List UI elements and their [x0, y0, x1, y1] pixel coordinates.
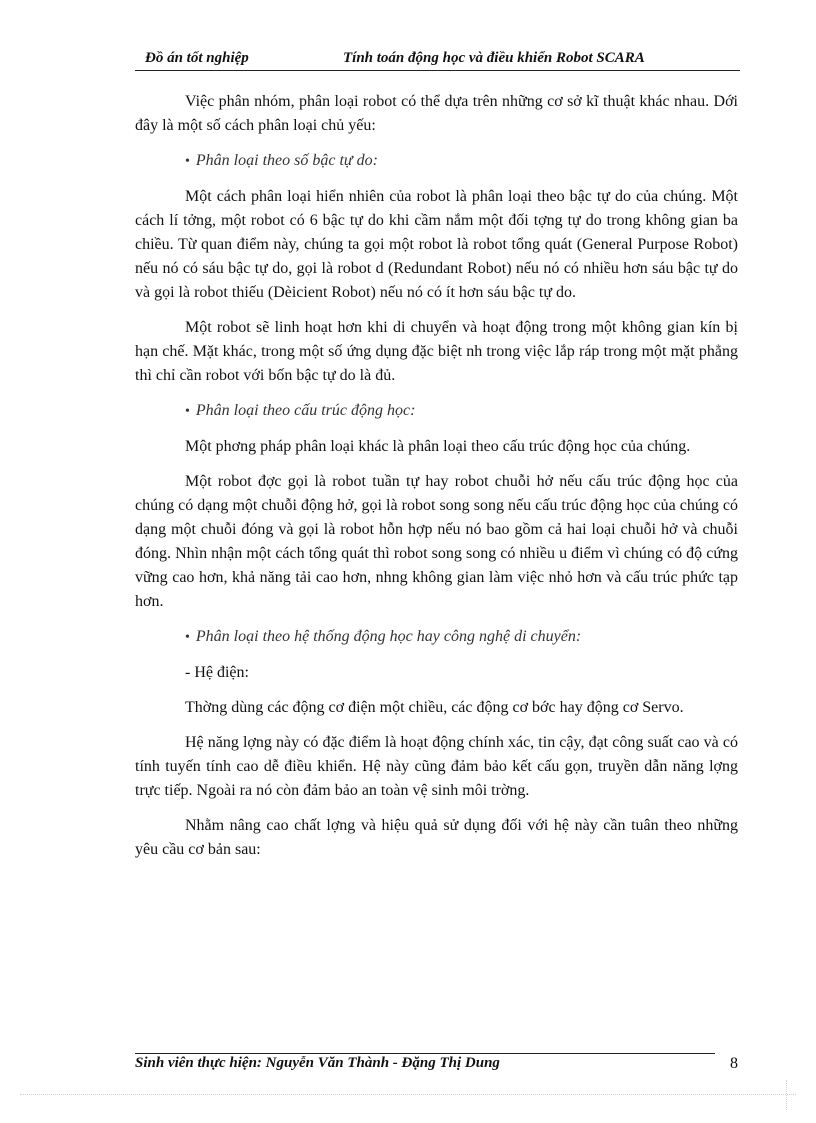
paragraph-serial-parallel: Một robot đợc gọi là robot tuần tự hay robot chuỗi hở nếu cấu trúc động học của chúng có dạng một chuỗi động hở, gọi là robot song song nếu cấu trúc động học của chúng có dạng một chuỗi đóng và gọi là robot hỗn hợp nếu nó bao gồm cả hai loại chuỗi hở và chuỗi đóng. Nhìn nhận một cách tổng quát thì robot song song có nhiều u điểm vì chúng có độ cứng vững cao hơn, khả năng tải cao hơn, nhng không gian làm việc nhỏ hơn và cấu trúc phức tạp hơn. — [135, 473, 738, 610]
bullet-heading-kinematics — [185, 399, 738, 424]
bullet-heading-text: Phân loại theo cấu trúc động học: — [195, 402, 416, 419]
page-border-right — [786, 1080, 787, 1110]
page-border-bottom — [20, 1094, 796, 1095]
paragraph-requirements: Nhằm nâng cao chất lợng và hiệu quả sử dụng đối với hệ này cần tuân theo những yêu cầu cơ bản sau: — [135, 817, 738, 858]
bullet-heading-drive — [185, 625, 738, 650]
footer-divider — [135, 1053, 715, 1054]
paragraph-motors: Thờng dùng các động cơ điện một chiều, các động cơ bớc hay động cơ Servo. — [185, 699, 684, 716]
header-thesis-label: Đồ án tốt nghiệp — [145, 50, 249, 66]
bullet-heading-dof — [185, 149, 738, 174]
paragraph-intro: Việc phân nhóm, phân loại robot có thể dựa trên những cơ sở kĩ thuật khác nhau. Dới đây là một số cách phân loại chủ yếu: — [135, 93, 738, 134]
list-item-electric: - Hệ điện: — [185, 664, 249, 681]
page-footer — [135, 1055, 740, 1077]
paragraph-kinematics-intro: Một phơng pháp phân loại khác là phân loại theo cấu trúc động học của chúng. — [185, 438, 691, 455]
bullet-heading-text: Phân loại theo số bậc tự do: — [195, 152, 378, 169]
bullet-heading-text: Phân loại theo hệ thống động học hay công nghệ di chuyển: — [195, 628, 582, 645]
bullet-icon: • — [185, 404, 190, 419]
bullet-icon: • — [185, 154, 190, 169]
header-thesis-title: Tính toán động học và điều khiển Robot SCARA — [343, 50, 645, 66]
page-number: 8 — [730, 1055, 738, 1072]
page-header — [135, 48, 740, 71]
footer-students: Sinh viên thực hiện: Nguyễn Văn Thành - Đặng Thị Dung — [135, 1055, 500, 1071]
paragraph-electric-features: Hệ năng lợng này có đặc điểm là hoạt động chính xác, tin cậy, đạt công suất cao và có tính tuyến tính cao dễ điều khiển. Hệ này cũng đảm bảo kết cấu gọn, truyền dẫn năng lợng trực tiếp. Ngoài ra nó còn đảm bảo an toàn vệ sinh môi trờng. — [135, 734, 738, 799]
bullet-icon: • — [185, 630, 190, 645]
document-body — [135, 90, 738, 873]
paragraph-dof: Một cách phân loại hiển nhiên của robot là phân loại theo bậc tự do của chúng. Một cách lí tởng, một robot có 6 bậc tự do khi cầm nắm một đối tợng tự do trong không gian ba chiều. Từ quan điểm này, chúng ta gọi một robot là robot tổng quát (General Purpose Robot) nếu nó có sáu bậc tự do, gọi là robot d (Redundant Robot) nếu nó có nhiều hơn sáu bậc tự do và gọi là robot thiếu (Dèicient Robot) nếu nó có ít hơn sáu bậc tự do. — [135, 188, 738, 301]
paragraph-flexibility: Một robot sẽ linh hoạt hơn khi di chuyển và hoạt động trong một không gian kín bị hạn chế. Mặt khác, trong một số ứng dụng đặc biệt nh trong việc lắp ráp trong một mặt phẳng thì chỉ cần robot với bốn bậc tự do là đủ. — [135, 319, 738, 384]
